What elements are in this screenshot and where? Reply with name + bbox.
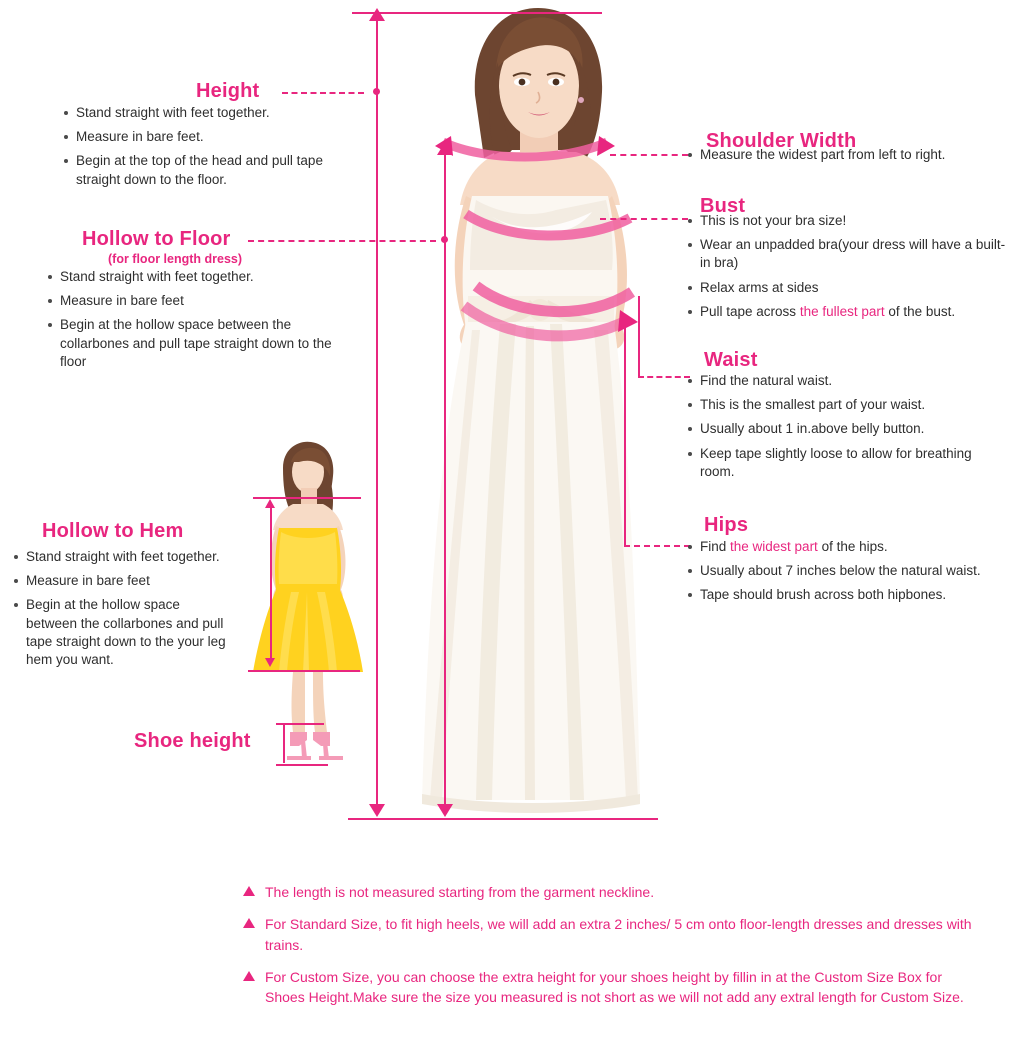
list-item: Keep tape slightly loose to allow for breathing room. [686, 445, 998, 481]
list-item: Relax arms at sides [686, 279, 1008, 297]
footer-note-3-text: For Custom Size, you can choose the extra height for your shoes height by fillin in at the Custom Size Box for Shoes Height.Make sure the size you measured is not short as we will not add any extral length for Custom Size. [265, 968, 964, 1006]
hollow-to-floor-measure-line [444, 152, 446, 812]
hollow-to-floor-anchor-dot [441, 236, 448, 243]
list-item: Wear an unpadded bra(your dress will have a built-in bra) [686, 236, 1008, 272]
bust-band [452, 206, 652, 252]
bust-connector [600, 218, 688, 220]
hips-connector [624, 545, 690, 547]
waist-items [686, 372, 998, 487]
hollow-to-hem-arrow-top [265, 499, 275, 508]
list-item: Measure in bare feet [12, 572, 234, 590]
triangle-icon [243, 886, 255, 896]
list-item: Tape should brush across both hipbones. [686, 586, 1006, 604]
list-item: Measure in bare feet [46, 292, 346, 310]
list-item: Begin at the top of the head and pull tape straight down to the floor. [62, 152, 362, 188]
list-item: Usually about 1 in.above belly button. [686, 420, 998, 438]
triangle-icon [243, 918, 255, 928]
hollow-to-hem-heading: Hollow to Hem [42, 520, 184, 542]
height-items [62, 104, 362, 195]
bust-items [686, 212, 1008, 327]
hollow-to-floor-items [46, 268, 346, 377]
floor-line [348, 818, 658, 820]
list-item: Begin at the hollow space between the collarbones and pull tape straight down to the your leg hem you want. [12, 596, 234, 669]
shoulder-width-band [425, 132, 625, 172]
list-item-hips-widest: Find the widest part of the hips. [686, 538, 1006, 556]
list-item: Measure in bare feet. [62, 128, 362, 146]
hips-connector-vertical [624, 324, 626, 546]
footer-note-2 [243, 914, 983, 955]
height-anchor-dot [373, 88, 380, 95]
list-item: This is the smallest part of your waist. [686, 396, 998, 414]
list-item: Stand straight with feet together. [46, 268, 346, 286]
shoe-height-bottom-line [276, 764, 328, 766]
height-heading: Height [196, 80, 260, 102]
hips-items [686, 538, 1006, 611]
hollow-to-hem-items [12, 548, 234, 675]
hollow-to-floor-heading: Hollow to Floor [82, 228, 231, 250]
waist-connector [638, 376, 690, 378]
bust-highlight: the fullest part [799, 303, 885, 319]
hollow-to-hem-bottom-line [248, 670, 360, 672]
height-top-guide [352, 12, 602, 14]
list-item: Stand straight with feet together. [12, 548, 234, 566]
hollow-to-floor-subheading: (for floor length dress) [108, 252, 243, 266]
footer-note-2-text: For Standard Size, to fit high heels, we will add an extra 2 inches/ 5 cm onto floor-length dresses and dresses with trains. [265, 916, 972, 953]
list-item-bust-fullest: Pull tape across the fullest part of the bust. [686, 303, 1008, 321]
height-arrow-bottom [369, 804, 385, 817]
footer-note-3 [243, 967, 983, 1008]
shoulder-width-connector [610, 154, 688, 156]
list-item: Usually about 7 inches below the natural waist. [686, 562, 1006, 580]
footer-note-1-text: The length is not measured starting from the garment neckline. [265, 884, 655, 900]
bust-heading: Bust [700, 195, 746, 217]
shoulder-width-heading: Shoulder Width [706, 130, 857, 152]
list-item: This is not your bra size! [686, 212, 1008, 230]
triangle-icon [243, 971, 255, 981]
footer-note-1 [243, 882, 983, 902]
hips-band [452, 300, 642, 346]
hips-heading: Hips [704, 514, 749, 536]
footer-notes [243, 882, 983, 1007]
model-illustration-short-dress [243, 440, 373, 770]
list-item: Stand straight with feet together. [62, 104, 362, 122]
shoe-height-heading: Shoe height [134, 730, 251, 752]
shoulder-width-items [686, 146, 1008, 170]
waist-heading: Waist [704, 349, 758, 371]
hollow-to-hem-arrow-bottom [265, 658, 275, 667]
list-item: Measure the widest part from left to right. [686, 146, 1008, 164]
model-illustration-long-dress [380, 0, 680, 830]
list-item: Find the natural waist. [686, 372, 998, 390]
hollow-to-floor-arrow-bottom [437, 804, 453, 817]
height-arrow-top [369, 8, 385, 21]
height-measure-line [376, 18, 378, 812]
hips-highlight: the widest part [730, 539, 818, 554]
list-item: Begin at the hollow space between the collarbones and pull tape straight down to the floor [46, 316, 346, 371]
